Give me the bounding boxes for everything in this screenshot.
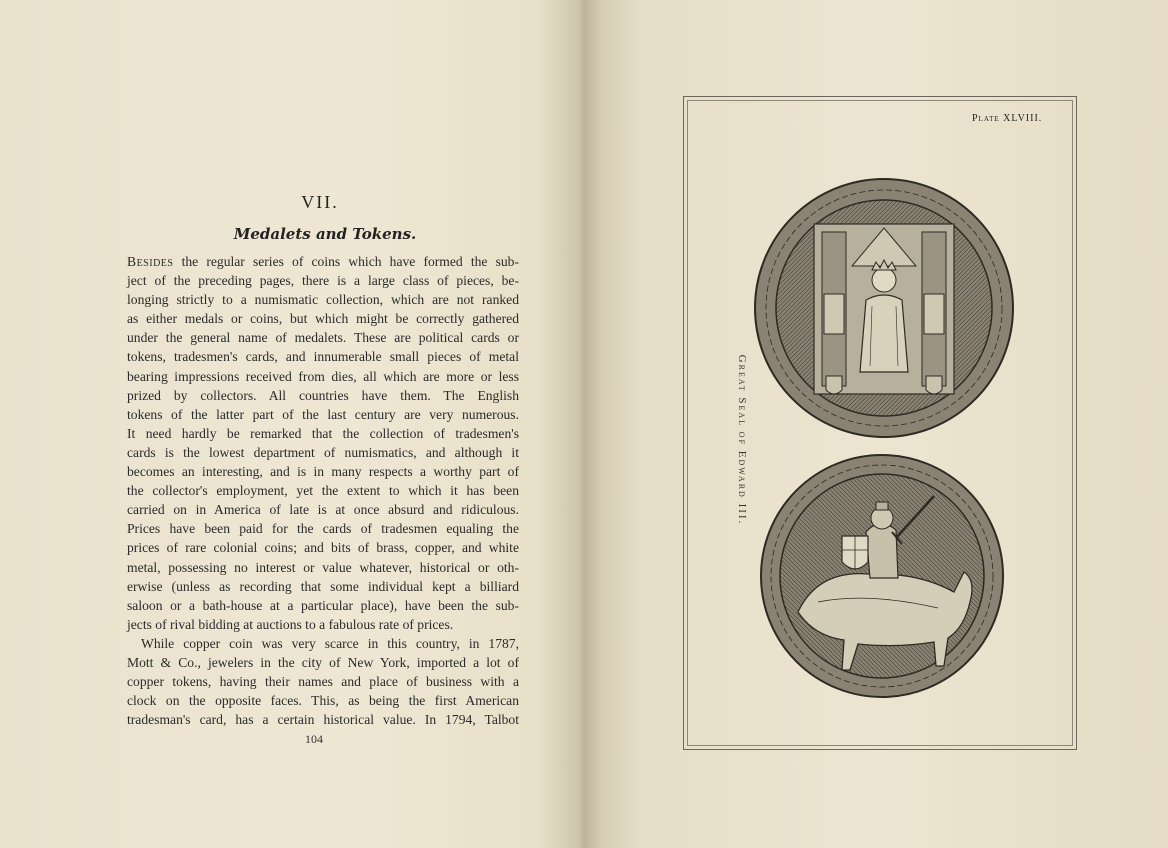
text-line: jects of rival bidding at auctions to a fabulous rate of prices. [127,616,454,632]
text-line: prized by collectors. All countries have them. The English [127,387,519,403]
text-line: Mott & Co., jewelers in the city of New York, imported a lot of [127,654,519,670]
text-line: longing strictly to a numismatic collection, which are not ranked [127,292,519,308]
lead-word: Besides [127,254,174,269]
text-line: the collector's employment, yet the extent to which it has been [127,483,519,499]
plate-caption: Great Seal of Edward III. [736,354,748,526]
text-line: carried on in America of late is at once absurd and ridiculous. [127,502,519,518]
text-line: metal, possessing no interest or value whatever, historical or oth- [127,559,519,575]
text-line: ject of the preceding pages, there is a large class of pieces, be- [127,273,519,289]
text-line: saloon or a bath-house at a particular place), have been the sub- [127,597,519,613]
chapter-title: Medalets and Tokens. [233,225,417,243]
text-line: copper tokens, having their names and place of business with a [127,674,519,690]
text-line: While copper coin was very scarce in this country, in 1787, [141,635,519,651]
seal-obverse-illustration [752,176,1016,440]
text-line: under the general name of medalets. These are political cards or [127,330,519,346]
text-line: tradesman's card, has a certain historical value. In 1794, Talbot [127,712,519,728]
text-line: Prices have been paid for the cards of tradesmen equaling the [127,521,519,537]
text-line: clock on the opposite faces. This, as being the first American [127,693,519,709]
text-line: becomes an interesting, and is in many respects a worthy part of [127,464,519,480]
text-line: erwise (unless as recording that some individual kept a billiard [127,578,519,594]
text-line: bearing impressions received from dies, all which are more or less [127,368,519,384]
text-line: tokens, tradesmen's cards, and innumerable small pieces of metal [127,349,519,365]
text-line: It need hardly be remarked that the collection of tradesmen's [127,425,519,441]
text-line: prices of rare colonial coins; and bits of brass, copper, and white [127,540,519,556]
text-line: as either medals or coins, but which might be correctly gathered [127,311,519,327]
text-line: tokens of the latter part of the last century are very numerous. [127,406,519,422]
body-text [127,252,519,729]
chapter-number: VII. [301,192,339,212]
seal-reverse-illustration [758,452,1006,700]
text-line: Besides the regular series of coins which have formed the sub- [127,254,519,269]
plate-label: Plate XLVIII. [972,113,1043,124]
page-number: 104 [305,732,323,746]
text-line: cards is the lowest department of numismatics, and although it [127,444,519,460]
